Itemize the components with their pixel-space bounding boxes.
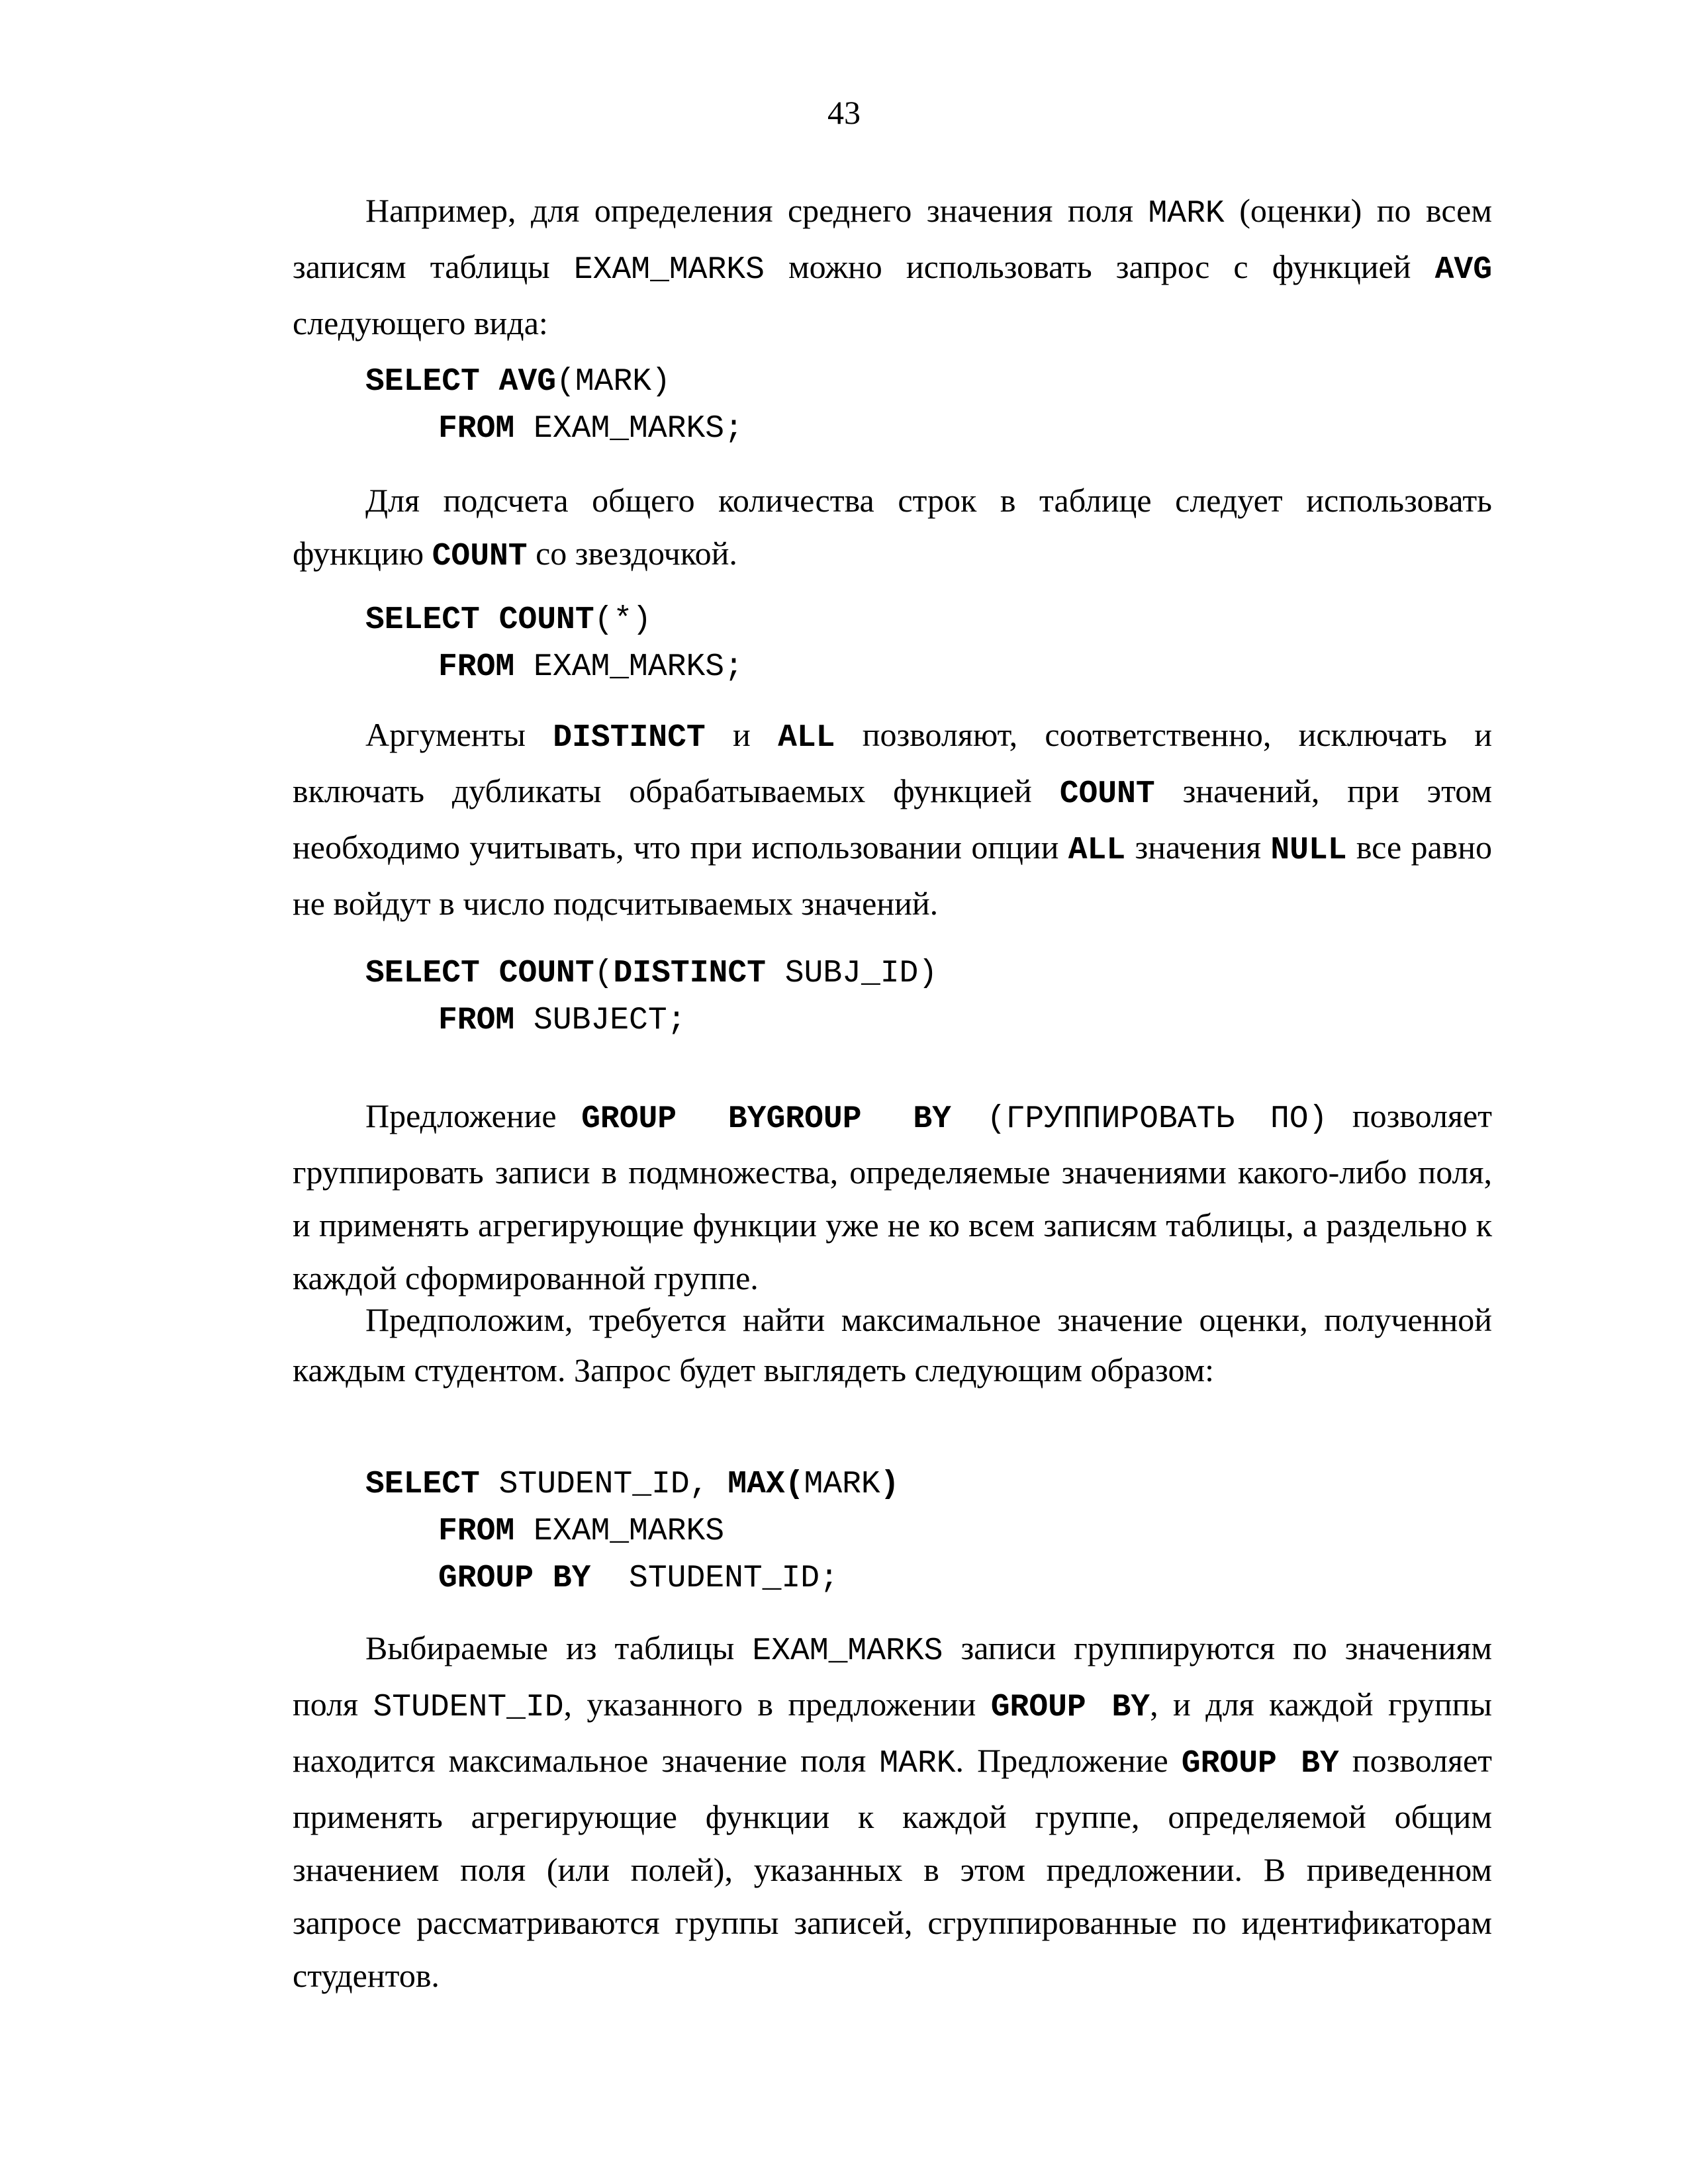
text: записи группируются по значениям поля [293, 1629, 1492, 1723]
text: . Предложение [955, 1742, 1182, 1779]
code-line [365, 1554, 1491, 1601]
code-keyword: AVG [498, 364, 557, 400]
code-block-count-distinct [365, 949, 1491, 1043]
paragraph-distinct-all [293, 708, 1492, 930]
code-keyword: FROM [438, 649, 515, 685]
code-text: SUBJ_ID) [765, 956, 938, 991]
code-keyword: SELECT [365, 602, 480, 638]
text: позволяют, соответственно, исключать и включать дубликаты обрабатываемых функцией [293, 716, 1492, 809]
text: Предположим, требуется найти максимальное значение оценки, полученной каждым студентом. Запрос будет выглядеть следующим образом: [293, 1301, 1492, 1388]
inline-keyword: GROUP BY [990, 1690, 1150, 1725]
code-line [365, 357, 1491, 404]
inline-keyword: DISTINCT [553, 720, 706, 756]
inline-keyword: COUNT [432, 539, 528, 574]
code-keyword: DISTINCT [613, 956, 766, 991]
text: , и для каждой группы находится максимальное значение поля [293, 1686, 1492, 1779]
code-space [480, 602, 499, 638]
paragraph-avg-intro [293, 184, 1492, 349]
paragraph-max-example [293, 1295, 1492, 1395]
inline-keyword: COUNT [1059, 776, 1155, 812]
code-line [365, 1507, 1491, 1554]
text: и [705, 716, 778, 753]
text: можно использовать запрос с функцией [764, 248, 1435, 285]
text: , указанного в предложении [563, 1686, 991, 1723]
code-space [480, 956, 499, 991]
paragraph-count-intro [293, 474, 1492, 583]
inline-keyword: GROUP BY [1181, 1746, 1339, 1782]
code-text: ( [594, 956, 614, 991]
code-text: STUDENT_ID, [479, 1467, 728, 1502]
inline-code: EXAM_MARKS [573, 252, 765, 288]
code-keyword: SELECT [365, 956, 480, 991]
inline-keyword: NULL [1270, 833, 1347, 868]
paragraph-group-by [293, 1089, 1492, 1304]
inline-keyword: AVG [1434, 252, 1492, 288]
code-line [365, 949, 1491, 996]
inline-keyword: GROUP BYGROUP BY [581, 1101, 951, 1137]
inline-code: EXAM_MARKS [752, 1633, 943, 1669]
code-block-avg [365, 357, 1491, 451]
code-line [365, 596, 1491, 643]
code-line [365, 1460, 1491, 1507]
text: Аргументы [365, 716, 553, 753]
text: позволяет группировать записи в подмножества, определяемые значениями какого-либо поля, и применять агрегирующие функции уже не ко всем записям таблицы, а раздельно к каждой сформированной группе. [293, 1097, 1493, 1297]
text: значения [1125, 829, 1271, 866]
code-block-max-group-by [365, 1460, 1491, 1601]
inline-code: STUDENT_ID [373, 1690, 564, 1725]
text: позволяет применять агрегирующие функции к каждой группе, определяемой общим значением поля (или полей), указанных в этом предложении. В приведенном запросе рассматриваются группы записей, сгруппированные по идентификаторам студентов. [293, 1742, 1493, 1994]
code-text: EXAM_MARKS; [514, 411, 743, 447]
code-keyword: SELECT [365, 364, 480, 400]
text: (оценки) по всем записям таблицы [293, 192, 1492, 285]
inline-code: MARK [879, 1746, 956, 1782]
code-text: (*) [594, 602, 652, 638]
code-text: EXAM_MARKS; [514, 649, 743, 685]
page-number: 43 [827, 94, 861, 131]
text: Выбираемые из таблицы [365, 1629, 753, 1666]
code-line [365, 404, 1491, 451]
code-text: SUBJECT; [514, 1003, 686, 1038]
code-keyword: SELECT [365, 1467, 480, 1502]
code-keyword: COUNT [498, 956, 594, 991]
code-text: (MARK) [556, 364, 671, 400]
code-block-count [365, 596, 1491, 690]
code-keyword: FROM [438, 411, 515, 447]
code-text: STUDENT_ID; [590, 1561, 839, 1596]
text: Предложение [365, 1097, 582, 1134]
text: все равно не войдут в число подсчитываемых значений. [293, 829, 1493, 922]
text: Например, для определения среднего значения поля [365, 192, 1149, 229]
code-line [365, 996, 1491, 1043]
code-keyword: FROM [438, 1514, 515, 1549]
inline-keyword: ALL [1068, 833, 1126, 868]
text: со звездочкой. [527, 535, 737, 572]
code-keyword: GROUP BY [438, 1561, 591, 1596]
code-keyword: COUNT [498, 602, 594, 638]
text: следующего вида: [293, 304, 548, 341]
inline-keyword: ALL [778, 720, 835, 756]
text: значений, при этом необходимо учитывать, что при использовании опции [293, 772, 1492, 866]
code-line [365, 643, 1491, 690]
code-keyword: ) [880, 1467, 900, 1502]
inline-code: MARK [1148, 196, 1225, 232]
code-space [480, 364, 499, 400]
code-text: EXAM_MARKS [514, 1514, 725, 1549]
inline-code: (ГРУППИРОВАТЬ ПО) [951, 1101, 1328, 1137]
paragraph-group-by-explanation [293, 1621, 1492, 2002]
code-text: MARK [804, 1467, 880, 1502]
text: Для подсчета общего количества строк в таблице следует использовать функцию [293, 482, 1492, 572]
code-keyword: MAX( [727, 1467, 804, 1502]
code-keyword: FROM [438, 1003, 515, 1038]
